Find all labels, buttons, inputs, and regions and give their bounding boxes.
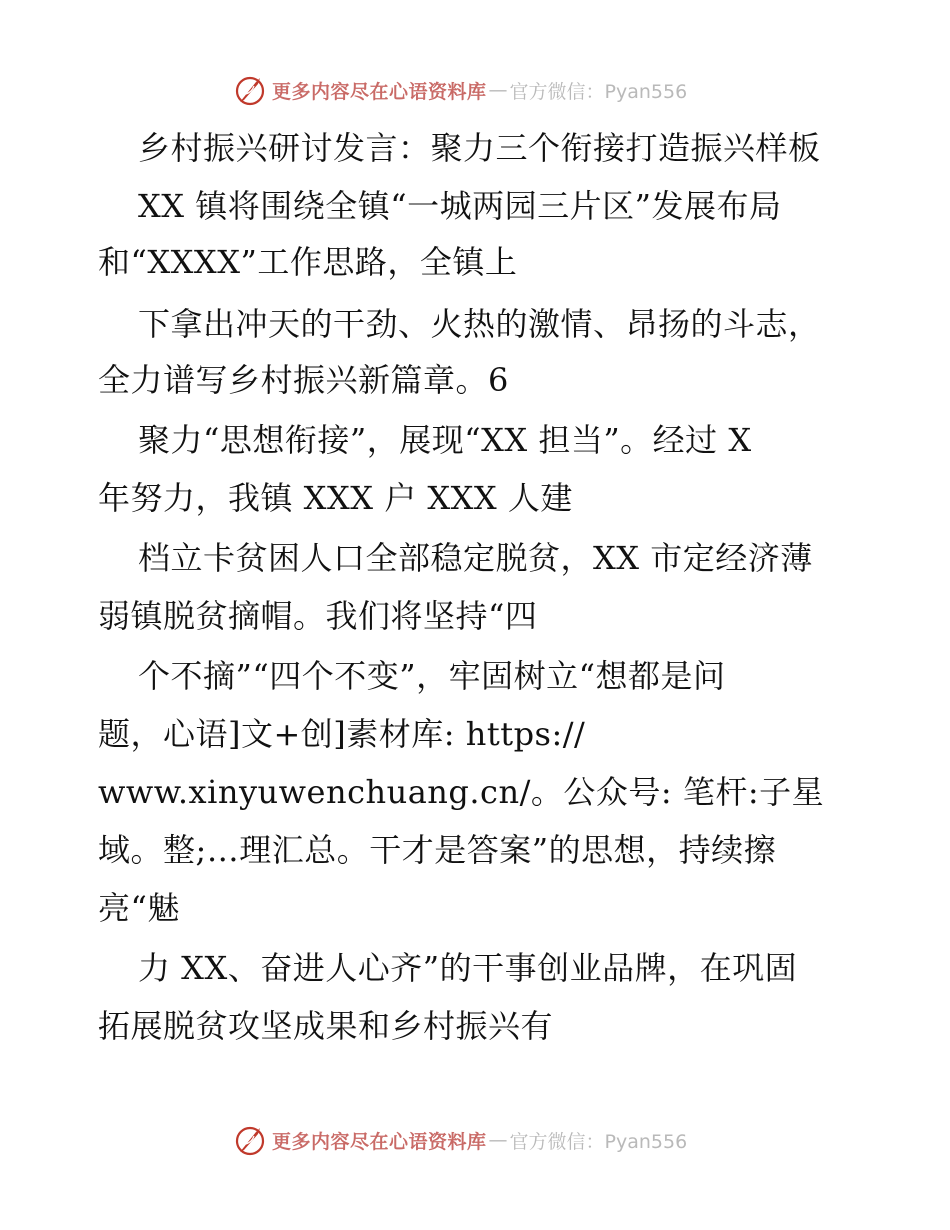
quill-logo-icon bbox=[232, 72, 268, 108]
para-line: 个不摘”“四个不变”，牢固树立“想都是问 bbox=[138, 657, 726, 695]
para-line: 下拿出冲天的干劲、火热的激情、昂扬的斗志， bbox=[138, 305, 821, 343]
banner-wechat: 官方微信：Pyan556 bbox=[509, 1130, 688, 1153]
header-banner bbox=[232, 70, 687, 110]
footer-banner bbox=[232, 1120, 687, 1160]
para-line: 全力谱写乡村振兴新篇章。6 bbox=[98, 361, 509, 399]
para-line: XX 镇将围绕全镇“一城两园三片区”发展布局 bbox=[138, 187, 782, 225]
para-line: 聚力“思想衔接”，展现“XX 担当”。经过 X bbox=[138, 421, 752, 459]
para-line: 年努力，我镇 XXX 户 XXX 人建 bbox=[98, 479, 573, 517]
banner-brand: 更多内容尽在心语资料库 bbox=[272, 80, 487, 103]
para-line: 域。整;…理汇总。干才是答案”的思想，持续擦 bbox=[98, 831, 777, 869]
para-line: 和“XXXX”工作思路，全镇上 bbox=[98, 243, 518, 281]
banner-dash: — bbox=[488, 1129, 508, 1151]
para-line: 力 XX、奋进人心齐”的干事创业品牌，在巩固 bbox=[138, 949, 798, 987]
banner-dash: — bbox=[488, 79, 508, 101]
para-line: 档立卡贫困人口全部稳定脱贫，XX 市定经济薄 bbox=[138, 539, 813, 577]
para-line: 弱镇脱贫摘帽。我们将坚持“四 bbox=[98, 597, 538, 635]
quill-logo-icon bbox=[232, 1122, 268, 1158]
para-line: 题，心语]文+创]素材库: https:// bbox=[98, 715, 586, 753]
banner-brand: 更多内容尽在心语资料库 bbox=[272, 1130, 487, 1153]
para-line: www.xinyuwenchuang.cn/。公众号: 笔杆:子星 bbox=[98, 773, 825, 811]
para-line: 亮“魅 bbox=[98, 889, 180, 927]
doc-title: 乡村振兴研讨发言：聚力三个衔接打造振兴样板 bbox=[138, 129, 821, 167]
para-line: 拓展脱贫攻坚成果和乡村振兴有 bbox=[98, 1007, 554, 1045]
banner-wechat: 官方微信：Pyan556 bbox=[509, 80, 688, 103]
